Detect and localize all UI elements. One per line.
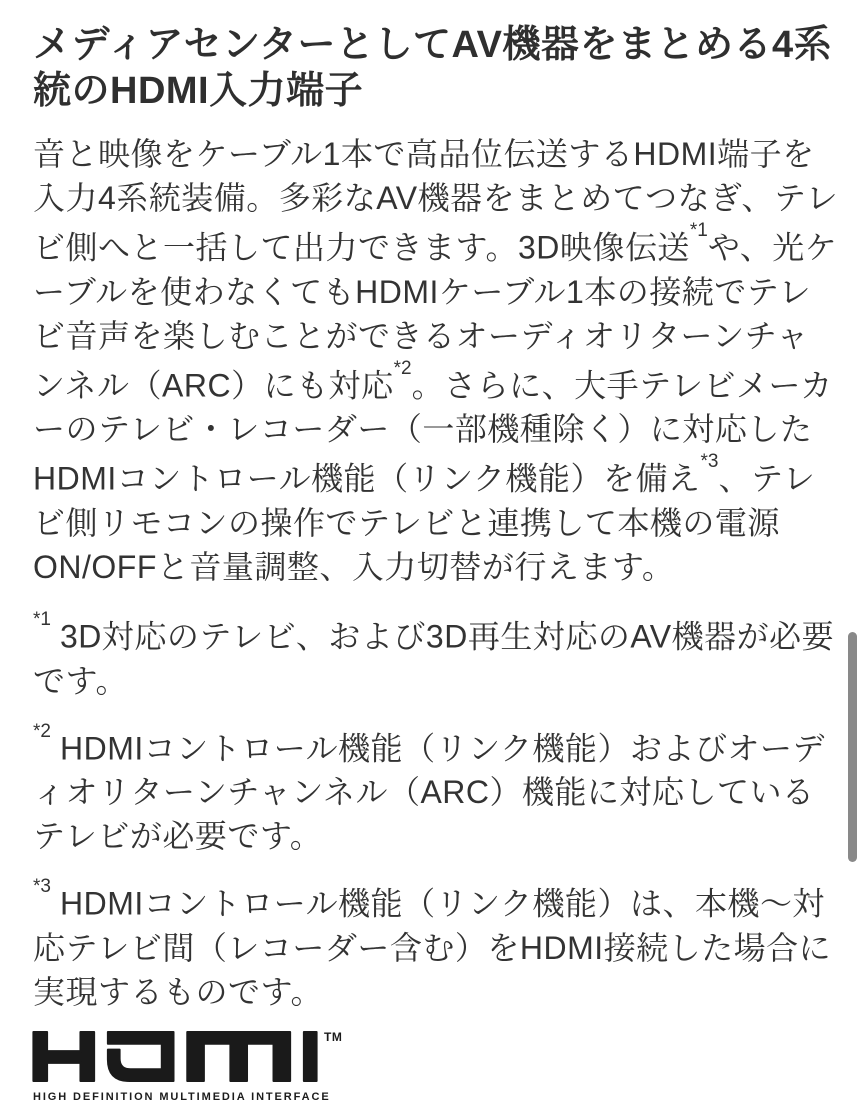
hdmi-letter-i [304, 1032, 317, 1081]
page-title: メディアセンターとしてAV機器をまとめる4系統のHDMI入力端子 [33, 24, 833, 112]
hdmi-letter-d [108, 1032, 174, 1081]
hdmi-letter-m [187, 1032, 290, 1081]
hdmi-letter-h [33, 1032, 94, 1081]
footnote-ref-2: *2 [393, 357, 412, 379]
trademark-symbol: TM [324, 1029, 343, 1044]
footnote-1-marker: *1 [33, 608, 51, 630]
body-paragraph [33, 132, 839, 589]
paragraph-segment: 、テレビ側リモコンの操作でテレビと連携して本機の電源ON/OFFと音量調整、入力切替が行えます。 [33, 460, 816, 585]
footnote-2-marker: *2 [33, 720, 51, 742]
footnote-1 [33, 609, 839, 703]
scrollbar-thumb[interactable] [848, 632, 857, 862]
footnote-ref-1: *1 [689, 220, 708, 241]
footnote-3-marker: *3 [33, 876, 51, 898]
paragraph-segment: や、光ケーブルを使わなくてもHDMIケーブル1本の接続でテレビ音声を楽しむことができるオーディオリターンチャンネル（ARC）にも対応 [33, 229, 838, 404]
footnote-1-text: 3D対応のテレビ、および3D再生対応のAV機器が必要です。 [33, 618, 835, 699]
hdmi-logo-icon [33, 1032, 317, 1081]
footnote-2 [33, 721, 839, 859]
paragraph-segment: 。さらに、大手テレビメーカーのテレビ・レコーダー（一部機種除く）に対応したHDMIコントロール機能（リンク機能）を備え [33, 367, 833, 497]
hdmi-logo [33, 1029, 839, 1103]
footnote-2-text: HDMIコントロール機能（リンク機能）およびオーディオリターンチャンネル（ARC）機能に対応しているテレビが必要です。 [33, 730, 825, 855]
footnote-3-text: HDMIコントロール機能（リンク機能）は、本機～対応テレビ間（レコーダー含む）をHDMI接続した場合に実現するものです。 [33, 885, 832, 1010]
footnote-ref-3: *3 [700, 451, 719, 473]
footnote-3 [33, 876, 839, 1014]
hdmi-logo-tagline: HIGH DEFINITION MULTIMEDIA INTERFACE [33, 1090, 331, 1103]
paragraph-segment: 音と映像をケーブル1本で高品位伝送するHDMI端子を入力4系統装備。多彩なAV機器をまとめてつなぎ、テレビ側へと一括して出力できます。3D映像伝送 [33, 136, 839, 266]
